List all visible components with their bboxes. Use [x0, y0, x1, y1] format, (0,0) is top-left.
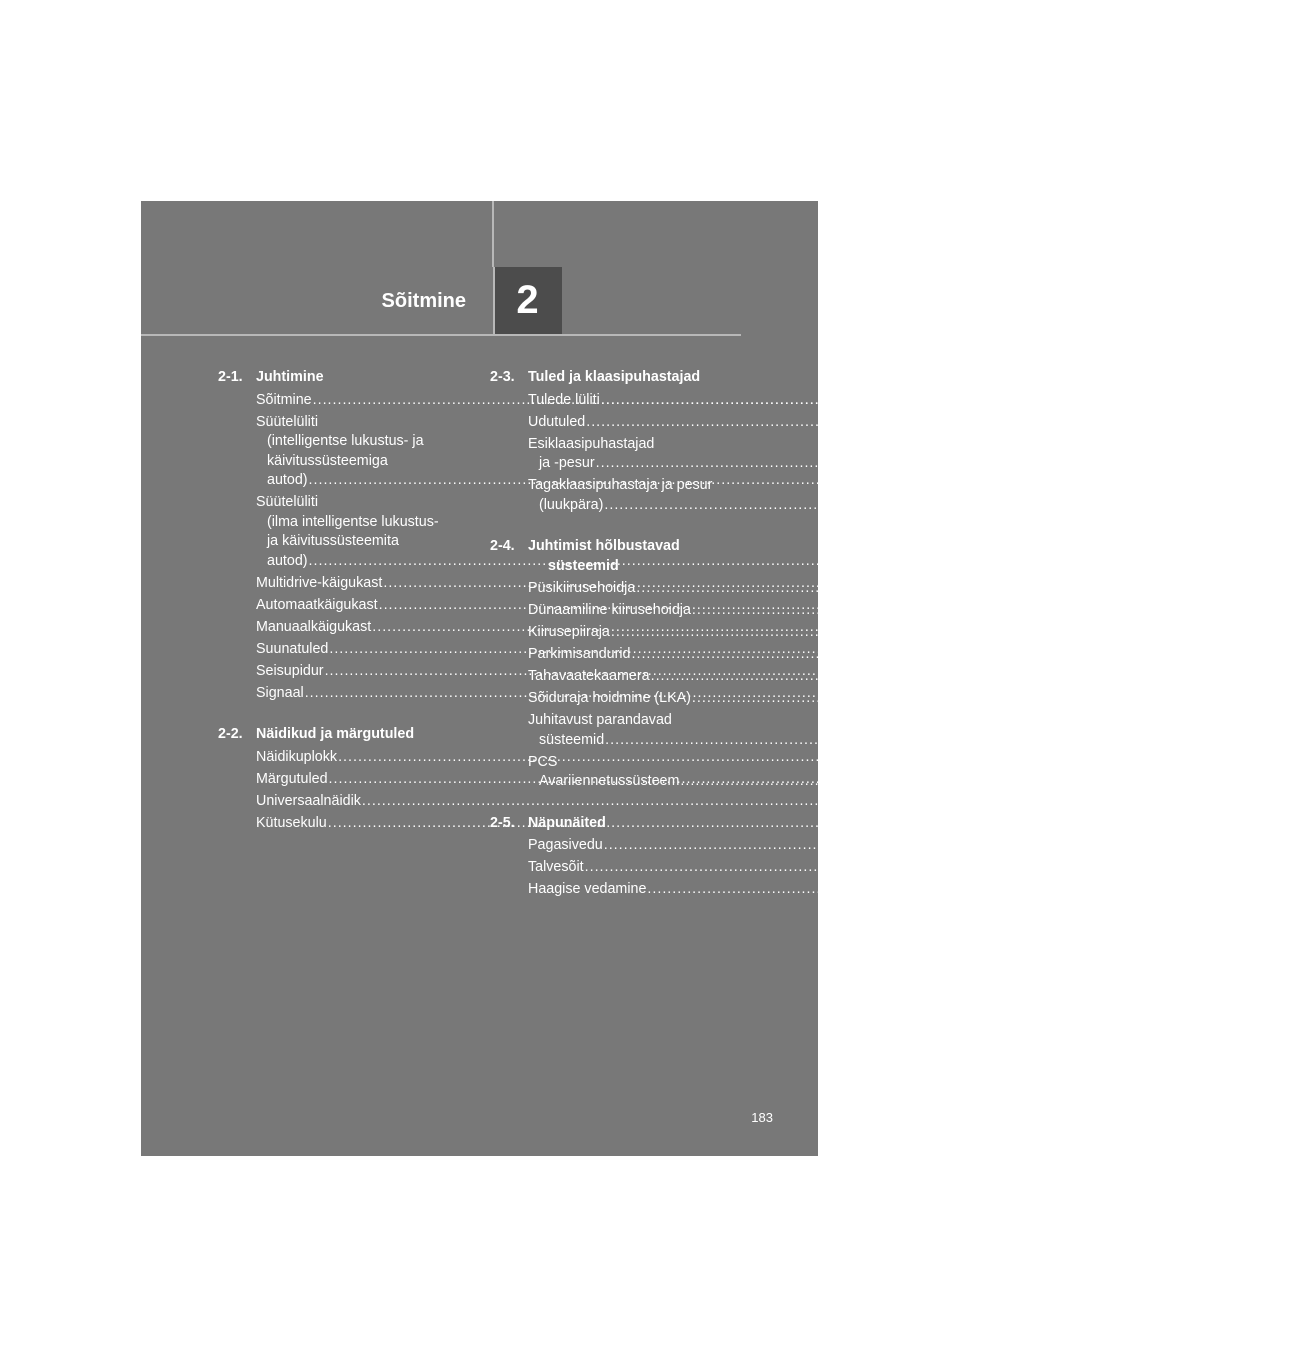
section-title-text: Näidikud ja märgutuled [256, 726, 415, 742]
toc-entry[interactable] [528, 836, 1206, 856]
toc-entry-label: Püsikiirusehoidja [528, 580, 636, 596]
toc-entry-label: Tulede lüliti [528, 391, 600, 408]
toc-page-number: 339 [1181, 837, 1206, 853]
toc-entry-text: (ilma intelligentse lukustus- [267, 513, 439, 530]
toc-entry[interactable] [528, 435, 1198, 474]
toc-entry[interactable] [528, 858, 1187, 878]
toc-entry-label: Parkimisandurid [528, 646, 631, 662]
dot-leader [596, 455, 1173, 471]
dot-leader [651, 668, 1228, 684]
dot-leader [611, 624, 1188, 640]
toc-entry-text: ja käivitussüsteemita [267, 533, 399, 549]
toc-page-number: 237 [906, 770, 931, 787]
chapter-title: Sõitmine [381, 290, 466, 312]
dot-leader [692, 690, 1269, 706]
toc-entry-row [528, 454, 1198, 474]
section-number: 2-1. [218, 369, 243, 385]
toc-entry-row [528, 413, 1188, 433]
section-title [528, 368, 738, 388]
toc-entry-text: (intelligentse lukustus- ja [267, 433, 424, 449]
toc-entry-text: käivitussüsteemiga [267, 452, 388, 469]
toc-entry-label: Tahavaatekaamera [528, 668, 650, 684]
toc-entry-text: PCS [528, 753, 558, 770]
toc-entry-row [528, 858, 1187, 878]
toc-page-number: 210 [961, 574, 985, 591]
section-heading [218, 368, 466, 388]
toc-entry-label: Suunatuled [256, 640, 329, 657]
toc-entry-label: Manuaalkäigukast [256, 618, 372, 635]
toc-entry-label: Kiirusepiiraja [528, 624, 610, 640]
section-heading [490, 537, 738, 576]
dot-leader [604, 497, 1181, 513]
toc-page-number: 254 [905, 814, 930, 831]
toc-entry-label: Multidrive-käigukast [256, 574, 383, 591]
chapter-number: 2 [516, 278, 539, 322]
toc-page-number: 314 [1269, 690, 1294, 706]
toc-entry-label: Näidikuplokk [256, 748, 338, 765]
section-number: 2-3. [490, 369, 515, 385]
toc-entry[interactable] [256, 792, 964, 812]
section-title [528, 814, 738, 834]
dot-leader [636, 580, 1213, 596]
toc-page-number: 216 [956, 596, 981, 613]
toc-entry-text: Tagaklaasipuhastaja ja pesur [528, 477, 713, 493]
toc-page-number: 228 [907, 640, 931, 657]
toc-page-number: 229 [902, 662, 927, 679]
toc-entry-label: (luukpära) [539, 496, 604, 513]
dot-leader [604, 837, 1181, 853]
section-title [256, 725, 466, 745]
section-heading [218, 725, 466, 745]
section-title-text: Juhtimine [256, 369, 324, 385]
toc-page-number: 256 [1178, 391, 1203, 408]
section-title-text: Juhtimist hõlbustavad [528, 538, 680, 554]
toc-page-number: 206 [886, 552, 911, 569]
dot-leader [680, 770, 1257, 789]
toc-entry-row [256, 792, 964, 812]
section-title-text: Näpunäited [528, 814, 606, 831]
toc-entry[interactable] [528, 880, 1250, 900]
toc-entry-label: Universaalnäidik [256, 792, 361, 809]
section-number: 2-5. [490, 814, 515, 831]
toc-entry-text: Juhitavust parandavad [528, 712, 672, 728]
toc-page-number: 299 [1209, 646, 1234, 662]
toc-entry-text: Esiklaasipuhastajad [528, 435, 655, 452]
toc-entry-row [528, 836, 1206, 856]
section-number: 2-4. [490, 538, 515, 554]
dot-leader [647, 881, 1224, 897]
toc-page-number: 277 [1269, 602, 1294, 618]
header-divider-horizontal [141, 334, 741, 336]
toc-page-number: 263 [1164, 413, 1188, 430]
toc-page-number: 304 [1228, 668, 1253, 684]
dot-leader [632, 646, 1209, 662]
dot-leader [692, 602, 1269, 618]
toc-entry-row [528, 496, 1207, 516]
toc-entry-text: Süütelüliti [256, 494, 318, 510]
toc-page-number: 184 [890, 391, 915, 408]
toc-page-number: 270 [1182, 496, 1207, 513]
toc-page-number: 271 [1214, 580, 1238, 596]
toc-entry-label: Automaatkäigukast [256, 596, 378, 613]
section-title-text-cont: süsteemid [548, 557, 619, 574]
toc-entry-label: Märgutuled [256, 770, 328, 787]
toc-entry-label: ja -pesur [539, 455, 595, 471]
toc-entry-label: Avariiennetussüsteem [539, 773, 680, 789]
toc-entry-row [528, 880, 1250, 900]
toc-page-number: 296 [1188, 624, 1213, 640]
section-title [256, 368, 466, 388]
toc-page-number: 345 [1225, 881, 1250, 897]
toc-entry-label: autod) [267, 472, 308, 488]
toc-entry-text: Süütelüliti [256, 413, 318, 430]
page-number: 183 [751, 1110, 773, 1125]
section-title-text: Tuled ja klaasipuhastajad [528, 369, 701, 385]
dot-leader [585, 859, 1162, 875]
toc-entry-label: Kütusekulu [256, 814, 327, 831]
toc-page-number: 234 [915, 748, 940, 765]
toc-entry-label: Signaal [256, 684, 304, 701]
toc-entry-label: Sõiduraja hoidmine (LKA) [528, 690, 691, 706]
section-heading [490, 368, 738, 388]
toc-entry-row [528, 731, 1207, 751]
toc-page-number: 330 [1258, 773, 1283, 789]
section-title [528, 537, 738, 576]
dot-leader [586, 414, 1163, 430]
toc-entry-label: autod) [267, 552, 308, 569]
section-heading [490, 814, 738, 834]
section-number: 2-2. [218, 726, 243, 742]
toc-entry-label: Pagasivedu [528, 837, 603, 853]
toc-entry-label: Udutuled [528, 413, 586, 430]
toc-page-number: 233 [882, 684, 907, 701]
toc-page-number: 200 [886, 472, 911, 488]
toc-page-number: 224 [950, 618, 974, 635]
toc-entry-label: Talvesõit [528, 859, 584, 875]
toc-page-number: 241 [939, 792, 964, 809]
dot-leader [601, 392, 1178, 408]
toc-page-number: 265 [1173, 455, 1198, 471]
dot-leader [605, 732, 1182, 748]
toc-page-number: 341 [1162, 859, 1187, 875]
header-divider-vertical [492, 201, 494, 267]
toc-entry-label: süsteemid [539, 731, 605, 748]
toc-page-number: 324 [1182, 731, 1207, 748]
toc-entry-label: Haagise vedamine [528, 881, 647, 897]
toc-entry-label: Sõitmine [256, 391, 312, 408]
toc-entry[interactable] [528, 711, 1207, 750]
toc-entry-label: Seisupidur [256, 662, 324, 679]
toc-entry-label: Dünaamiline kiirusehoidja [528, 602, 691, 618]
toc-entry[interactable] [528, 413, 1188, 433]
